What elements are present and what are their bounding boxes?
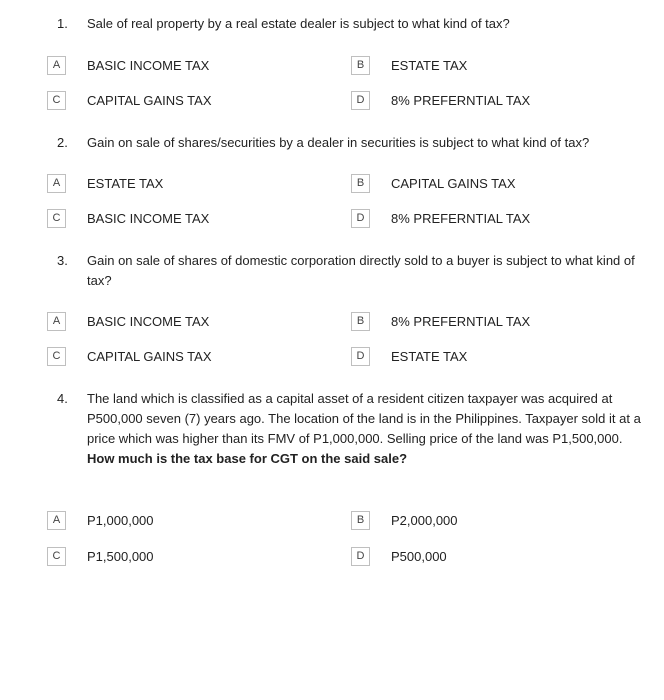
option-letter-box[interactable]: C [47,209,66,228]
option-letter-box[interactable]: C [47,347,66,366]
question-number: 3. [57,253,68,268]
question-number: 1. [57,16,68,31]
option-text: BASIC INCOME TAX [87,211,210,226]
option-text: BASIC INCOME TAX [87,314,210,329]
option-letter-box[interactable]: B [351,312,370,331]
option-text: P1,500,000 [87,549,154,564]
option-text: ESTATE TAX [391,58,468,73]
question-text-body: Gain on sale of shares of domestic corporation directly sold to a buyer is subject to what kind of tax? [87,253,635,288]
question-number: 4. [57,391,68,406]
option-letter-box[interactable]: B [351,56,370,75]
option-letter-box[interactable]: D [351,347,370,366]
option-letter-box[interactable]: B [351,511,370,530]
option-text: P500,000 [391,549,447,564]
option-text: ESTATE TAX [87,176,164,191]
question-text-body: Sale of real property by a real estate dealer is subject to what kind of tax? [87,16,510,31]
question-text [87,14,647,34]
option-text: CAPITAL GAINS TAX [87,349,212,364]
option-text: P2,000,000 [391,513,458,528]
option-letter-box[interactable]: C [47,547,66,566]
option-text: ESTATE TAX [391,349,468,364]
question-bold-prompt: How much is the tax base for CGT on the said sale? [87,451,408,466]
question-text [87,251,637,291]
option-text: P1,000,000 [87,513,154,528]
option-letter-box[interactable]: D [351,91,370,110]
option-text: 8% PREFERNTIAL TAX [391,314,531,329]
option-letter-box[interactable]: A [47,312,66,331]
option-text: BASIC INCOME TAX [87,58,210,73]
option-letter-box[interactable]: A [47,56,66,75]
option-letter-box[interactable]: D [351,547,370,566]
option-letter-box[interactable]: A [47,174,66,193]
question-text [87,389,649,469]
option-text: 8% PREFERNTIAL TAX [391,211,531,226]
option-text: 8% PREFERNTIAL TAX [391,93,531,108]
option-letter-box[interactable]: D [351,209,370,228]
option-text: CAPITAL GAINS TAX [87,93,212,108]
question-number: 2. [57,135,68,150]
question-text-body: Gain on sale of shares/securities by a dealer in securities is subject to what kind of tax? [87,135,590,150]
option-letter-box[interactable]: C [47,91,66,110]
option-text: CAPITAL GAINS TAX [391,176,516,191]
question-text [87,133,647,153]
question-text-body: The land which is classified as a capital asset of a resident citizen taxpayer was acquired at P500,000 seven (7) years ago. The location of the land is in the Philippines. Taxpayer sold it at a price which was higher than its FMV of P1,000,000. Selling price of the land was P1,500,000. [87,391,641,446]
option-letter-box[interactable]: B [351,174,370,193]
option-letter-box[interactable]: A [47,511,66,530]
